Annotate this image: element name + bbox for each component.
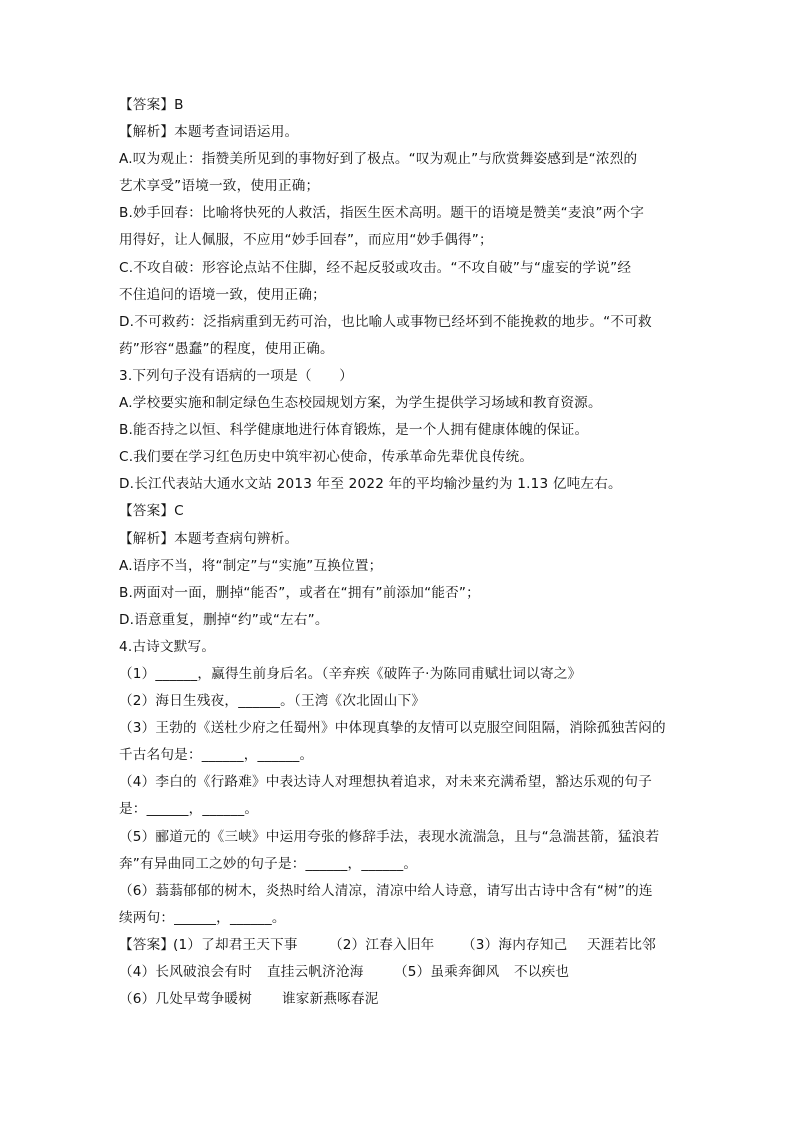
q3-stem: 3.下列句子没有语病的一项是（ ） <box>119 367 354 384</box>
q2-line: C.不攻自破：形容论点站不住脚，经不起反驳或攻击。“不攻自破”与“虚妄的学说”经 <box>119 259 632 276</box>
q4-stem: 4.古诗文默写。 <box>119 638 216 655</box>
q2-answer: 【答案】B <box>119 97 184 113</box>
q2-line: B.妙手回春：比喻将快死的人救活，指医生医术高明。题干的语境是赞美“麦浪”两个字 <box>119 205 645 222</box>
q4-answer-3b: 天涯若比邻 <box>587 936 656 953</box>
q3-analysis: 【解析】本题考查病句辨析。 <box>119 530 299 547</box>
q4-line: （2）海日生残夜，______。（王湾《次北固山下》 <box>119 693 426 710</box>
q4-line: 续两句：______，______。 <box>119 909 286 926</box>
q4-line: （6）蓊蓊郁郁的树木，炎热时给人清凉，清凉中给人诗意，请写出古诗中含有“树”的连 <box>119 882 653 899</box>
q3-option-c: C.我们要在学习红色历史中筑牢初心使命，传承革命先辈优良传统。 <box>119 449 534 466</box>
q4-line: （3）王勃的《送杜少府之任蜀州》中体现真挚的友情可以克服空间阻隔，消除孤独苦闷的 <box>119 720 666 737</box>
q2-line: 艺术享受”语境一致，使用正确； <box>119 178 320 195</box>
q4-answer-row-2 <box>119 959 679 986</box>
q2-line: 药”形容“愚蠢”的程度，使用正确。 <box>119 340 334 357</box>
q4-answer-5a: （5）虽乘奔御风 <box>394 964 500 980</box>
q4-line: 奔”有异曲同工之妙的句子是：______，______。 <box>119 855 418 872</box>
q4-line: （1）______，赢得生前身后名。（辛弃疾《破阵子·为陈同甫赋壮词以寄之》 <box>119 665 582 682</box>
q4-line: 是：______，______。 <box>119 801 259 818</box>
q2-line: D.不可救药：泛指病重到无药可治，也比喻人或事物已经坏到不能挽救的地步。“不可救 <box>119 313 652 330</box>
q3-analysis-line: D.语意重复，删掉“约”或“左右”。 <box>119 611 329 628</box>
document-page <box>119 92 679 1013</box>
q2-line: 不住追问的语境一致，使用正确； <box>119 286 326 303</box>
q3-option-d: D.长江代表站大通水文站 2013 年至 2022 年的平均输沙量约为 1.13 亿吨左右。 <box>119 476 622 493</box>
q4-answer-label: 【答案】 <box>119 936 175 953</box>
q4-answer-1: (1）了却君王天下事 <box>173 936 298 953</box>
q3-analysis-line: B.两面对一面，删掉“能否”，或者在“拥有”前添加“能否”； <box>119 584 480 601</box>
q2-line: 用得好，让人佩服，不应用“妙手回春”，而应用“妙手偶得”； <box>119 232 493 249</box>
q4-line: 千古名句是：______，______。 <box>119 747 314 764</box>
q4-answer-2: （2）江春入旧年 <box>329 936 435 953</box>
q4-line: （5）郦道元的《三峡》中运用夸张的修辞手法，表现水流湍急，且与“急湍甚箭，猛浪若 <box>119 828 660 845</box>
q4-answer-5b: 不以疾也 <box>514 964 570 980</box>
q4-answer-6a: （6）几处早莺争暖树 <box>119 991 252 1008</box>
q3-option-b: B.能否持之以恒、科学健康地进行体育锻炼，是一个人拥有健康体魄的保证。 <box>119 422 589 439</box>
q3-option-a: A.学校要实施和制定绿色生态校园规划方案，为学生提供学习场域和教育资源。 <box>119 395 602 412</box>
q4-answer-4a: （4）长风破浪会有时 <box>119 964 252 980</box>
q4-answer-3a: （3）海内存知己 <box>462 936 568 953</box>
q4-answer-row-1 <box>119 932 679 959</box>
q4-answer-row-3 <box>119 986 679 1013</box>
q4-line: （4）李白的《行路难》中表达诗人对理想执着追求，对未来充满希望，豁达乐观的句子 <box>119 774 653 791</box>
q3-analysis-line: A.语序不当，将“制定”与“实施”互换位置； <box>119 557 383 574</box>
q2-line: A.叹为观止：指赞美所见到的事物好到了极点。“叹为观止”与欣赏舞姿感到是“浓烈的 <box>119 151 638 168</box>
q3-answer: 【答案】C <box>119 503 184 520</box>
q4-answer-4b: 直挂云帆济沧海 <box>267 964 364 980</box>
q4-answer-6b: 谁家新燕啄春泥 <box>282 991 379 1008</box>
q2-analysis: 【解析】本题考查词语运用。 <box>119 124 299 141</box>
